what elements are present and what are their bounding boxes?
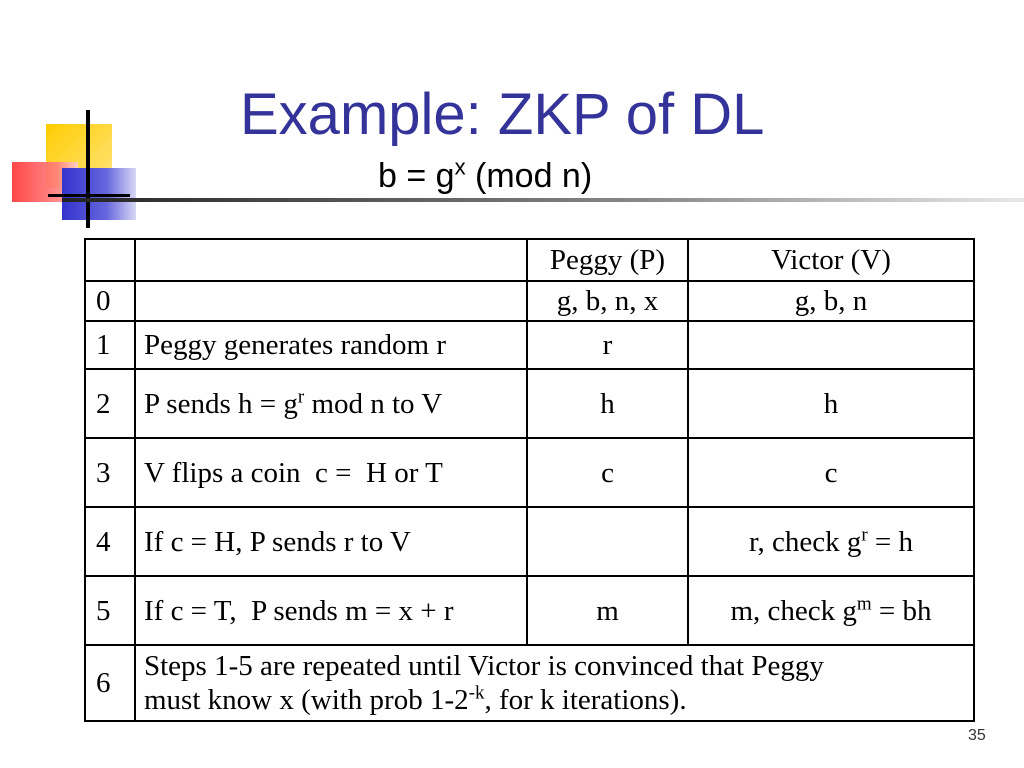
title-underline — [62, 198, 1024, 202]
step-number: 1 — [85, 321, 135, 369]
step-description — [135, 281, 527, 321]
step-description: If c = T, P sends m = x + r — [135, 576, 527, 645]
table-header-row — [85, 239, 974, 281]
step-description: V flips a coin c = H or T — [135, 438, 527, 507]
step-number: 2 — [85, 369, 135, 438]
step-description-spanning — [135, 645, 974, 721]
victor-value: c — [688, 438, 974, 507]
step-number: 3 — [85, 438, 135, 507]
victor-value: h — [688, 369, 974, 438]
peggy-value: m — [527, 576, 688, 645]
peggy-value: g, b, n, x — [527, 281, 688, 321]
zkp-protocol-table — [84, 238, 975, 722]
step-description: If c = H, P sends r to V — [135, 507, 527, 576]
step-description-line-1: Steps 1-5 are repeated until Victor is convinced that Peggy — [144, 650, 824, 682]
table-row — [85, 369, 974, 438]
header-num-cell — [85, 239, 135, 281]
table-row — [85, 281, 974, 321]
deco-horizontal-line — [48, 194, 130, 197]
step-number: 4 — [85, 507, 135, 576]
table-row — [85, 438, 974, 507]
slide-title: Example: ZKP of DL — [240, 82, 765, 147]
step-number: 5 — [85, 576, 135, 645]
victor-value — [688, 321, 974, 369]
peggy-value: c — [527, 438, 688, 507]
header-desc-cell — [135, 239, 527, 281]
header-peggy-cell: Peggy (P) — [527, 239, 688, 281]
step-number: 0 — [85, 281, 135, 321]
table-row — [85, 321, 974, 369]
table-row — [85, 576, 974, 645]
table-row — [85, 645, 974, 721]
step-description: P sends $h = g^r$ mod n to V — [135, 369, 527, 438]
victor-value: r, check $g^r = h$ — [688, 507, 974, 576]
step-number: 6 — [85, 645, 135, 721]
peggy-value: h — [527, 369, 688, 438]
deco-vertical-line — [86, 110, 90, 228]
step-description-line-2: must know x (with prob $1-2^{-k}$, for k iterations). — [144, 682, 687, 716]
victor-value: m, check $g^m$ = bh — [688, 576, 974, 645]
header-victor-cell: Victor (V) — [688, 239, 974, 281]
victor-value: g, b, n — [688, 281, 974, 321]
step-description: Peggy generates random r — [135, 321, 527, 369]
slide-subtitle: $b = g^x$ (mod n) — [378, 154, 593, 195]
peggy-value: r — [527, 321, 688, 369]
table-row — [85, 507, 974, 576]
peggy-value — [527, 507, 688, 576]
page-number: 35 — [968, 727, 986, 744]
